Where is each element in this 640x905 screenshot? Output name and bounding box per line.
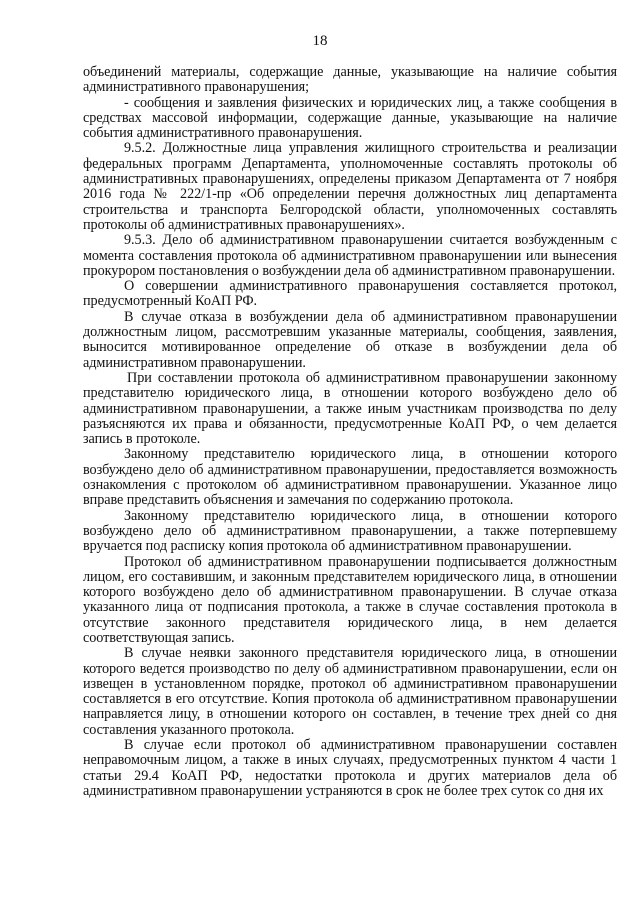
paragraph: 9.5.3. Дело об административном правонарушении считается возбужденным с момента составления протокола об административном правонарушении или вынесения прокурором постановления о возбуждении дела об административном правонарушении. xyxy=(83,232,617,279)
paragraph: В случае отказа в возбуждении дела об административном правонарушении должностным лицом, рассмотревшим указанные материалы, сообщения, заявления, выносится мотивированное определение об отказе в возбуждении дела об административном правонарушении. xyxy=(83,308,617,371)
page-number: 18 xyxy=(312,33,328,49)
paragraph: Протокол об административном правонарушении подписывается должностным лицом, его составившим, и законным представителем юридического лица, в отношении которого возбуждено дело об административном правонарушении. В случае отказа указанного лица от подписания протокола, а также в случае составления протокола в отсутствие законного представителя юридического лица, в нем делается соответствующая запись. xyxy=(83,553,617,646)
paragraph: В случае неявки законного представителя юридического лица, в отношении которого ведется производство по делу об административном правонарушении, если он извещен в установленном порядке, протокол об административном правонарушении составляется в его отсутствие. Копия протокола об административном правонарушении направляется лицу, в отношении которого он составлен, в течение трех дней со дня составления указанного протокола. xyxy=(83,645,617,738)
paragraph: В случае если протокол об административном правонарушении составлен неправомочным лицом, а также в иных случаях, предусмотренных пунктом 4 части 1 статьи 29.4 КоАП РФ, недостатки протокола и других материалов дела об административном правонарушении устраняются в срок не более трех суток со дня их xyxy=(83,737,617,799)
paragraph: Законному представителю юридического лица, в отношении которого возбуждено дело об административном правонарушении, а также потерпевшему вручается под расписку копия протокола об административном правонарушении. xyxy=(83,507,617,555)
paragraph: 9.5.2. Должностные лица управления жилищного строительства и реализации федеральных программ Департамента, уполномоченные составлять протоколы об административных правонарушениях, определены приказом Департамента от 7 ноября 2016 года № 222/1-пр «Об определении перечня должностных лиц департамента строительства и транспорта Белгородской области, уполномоченных составлять протоколы об административных правонарушениях». xyxy=(83,140,617,233)
paragraph: При составлении протокола об административном правонарушении законному представителю юридического лица, в отношении которого возбуждено дело об административном правонарушении, а также иным участникам производства по делу разъясняются их права и обязанности, предусмотренные КоАП РФ, о чем делается запись в протоколе. xyxy=(83,369,617,448)
document-body xyxy=(83,65,617,799)
paragraph: Законному представителю юридического лица, в отношении которого возбуждено дело об административном правонарушении, предоставляется возможность ознакомления с протоколом об административном правонарушении. Указанное лицо вправе представить объяснения и замечания по содержанию протокола. xyxy=(83,446,617,509)
paragraph: - сообщения и заявления физических и юридических лиц, а также сообщения в средствах массовой информации, содержащие данные, указывающие на наличие события административного правонарушения. xyxy=(83,94,617,142)
paragraph: О совершении административного правонарушения составляется протокол, предусмотренный КоАП РФ. xyxy=(83,278,617,310)
paragraph: объединений материалы, содержащие данные, указывающие на наличие события административного правонарушения; xyxy=(83,64,617,96)
